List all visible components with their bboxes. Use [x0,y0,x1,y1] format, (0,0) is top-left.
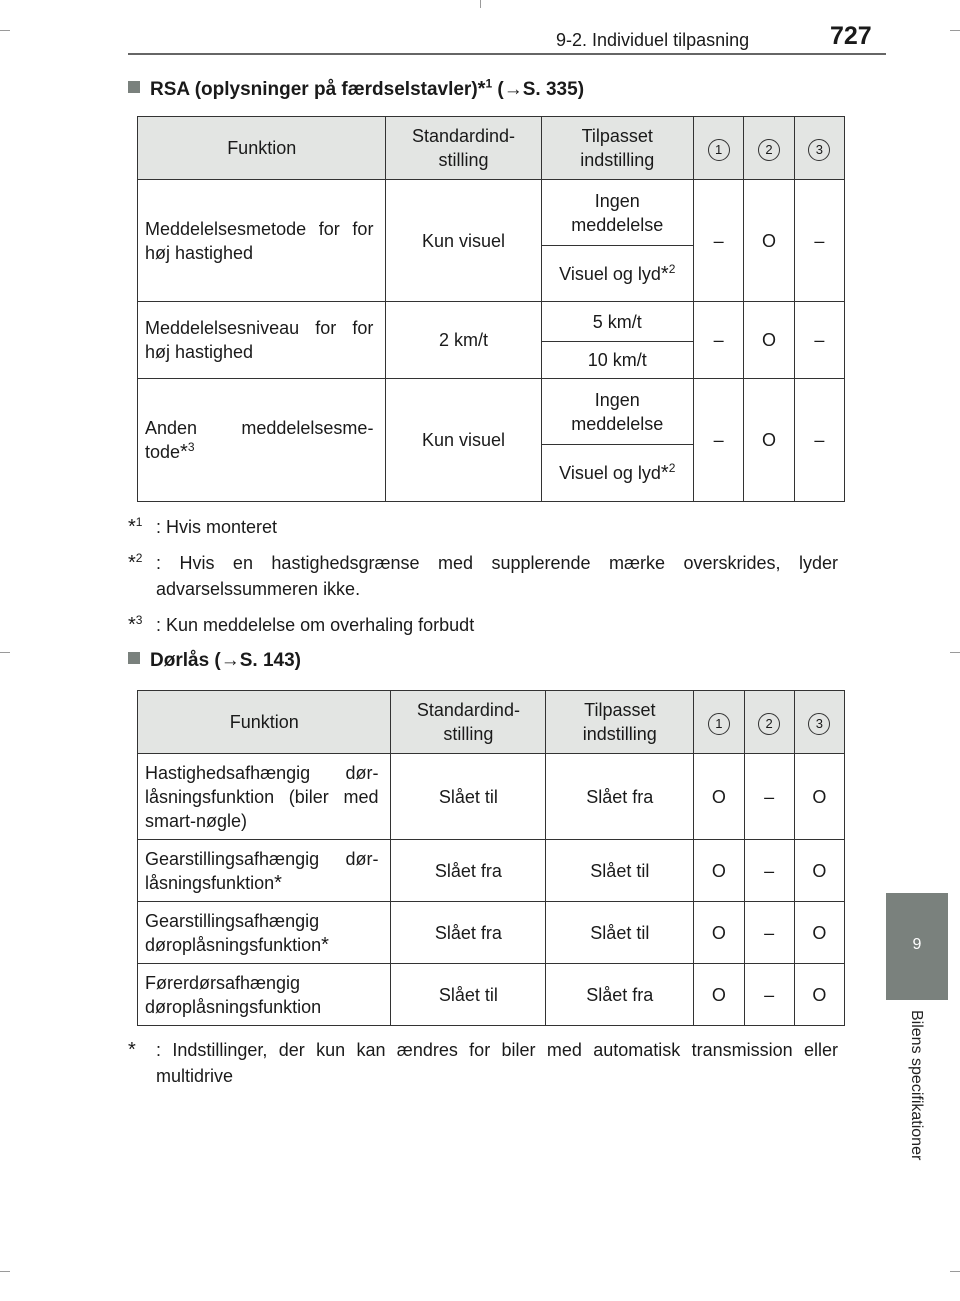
column-header: Funktion [138,691,391,754]
crop-mark [480,0,481,8]
option-cell [541,445,694,502]
mark-cell: O [744,180,794,302]
circled-number: 2 [758,139,780,161]
chapter-number: 9 [912,936,922,953]
crop-mark [0,1271,10,1272]
function-cell: Hastighedsafhængig dør-låsningsfunktion (biler med smart-nøgle) [138,754,391,840]
header-rule [128,53,886,55]
mark-cell: O [694,902,744,964]
mark-cell: O [794,964,844,1026]
mark-cell: O [694,840,744,902]
mark-cell: – [694,302,744,379]
column-header: Tilpasset indstilling [541,117,694,180]
mark-cell: O [744,379,794,502]
crop-mark [0,30,10,31]
table-header-row [138,117,845,180]
footnote-text: : Kun meddelelse om overhaling forbudt [156,615,475,635]
default-cell: 2 km/t [386,302,541,379]
option-text: Visuel og lyd [559,463,661,483]
column-header: Standardind-stilling [391,691,546,754]
function-text: Gearstillingsafhængig dør-låsningsfunktion [145,848,379,893]
crop-mark [950,30,960,31]
column-header: Funktion [138,117,386,180]
footnote-mark: * [477,78,486,100]
table-row [138,302,845,342]
footnote-mark: * [660,462,669,484]
option-cell: 10 km/t [541,342,694,379]
table-header-row [138,691,845,754]
footnote-marker: *$^3$ [128,613,143,636]
column-header [694,691,744,754]
mark-cell: O [794,902,844,964]
footnote [128,1037,838,1089]
function-cell: Meddelelsesmetode for for høj hastighed [138,180,386,302]
footnote-mark: * [180,441,188,463]
footnote-mark: * [274,871,282,894]
footnote-marker: *$^2$ [128,551,143,574]
default-cell: Slået fra [391,840,546,902]
crop-mark [950,1271,960,1272]
crop-mark [950,652,960,653]
circled-number: 1 [708,139,730,161]
table-row [138,964,845,1026]
default-cell: Kun visuel [386,379,541,502]
mark-cell: – [794,180,844,302]
table-row [138,379,845,445]
function-cell: Førerdørsafhængig døroplåsningsfunktion [138,964,391,1026]
mark-cell: – [744,964,794,1026]
column-header [794,691,844,754]
table-row [138,180,845,246]
mark-cell: O [694,754,744,840]
mark-cell: – [794,379,844,502]
column-header: Standardind-stilling [386,117,541,180]
option-cell [541,246,694,302]
function-cell [138,902,391,964]
mark-cell: – [794,302,844,379]
circled-number: 2 [758,713,780,735]
function-sup: 3 [187,440,195,454]
door-table [137,690,845,1026]
column-header [744,691,794,754]
default-cell: Kun visuel [386,180,541,302]
option-sup: 2 [668,261,676,276]
table-row [138,754,845,840]
chapter-label: Bilens specifikationer [908,1010,925,1161]
mark-cell: O [794,840,844,902]
default-cell: Slået fra [391,902,546,964]
table-row [138,840,845,902]
footnote-mark: * [660,262,669,285]
function-text: Anden meddelelsesme-tode [145,418,374,462]
footnote [128,550,838,602]
custom-cell: Slået fra [546,754,694,840]
footnote [128,514,838,540]
rsa-heading-ref: (→S. 335) [492,79,585,100]
bullet-square-icon [128,652,140,664]
option-cell: Ingen meddelelse [541,180,694,246]
mark-cell: – [744,840,794,902]
door-heading-ref: (→S. 143) [209,650,302,671]
column-header: Tilpasset indstilling [546,691,694,754]
footnote-text: : Indstillinger, der kun kan ændres for biler med automatisk transmission eller multidrive [156,1040,838,1086]
function-cell: Meddelelsesniveau for for høj hastighed [138,302,386,379]
default-cell: Slået til [391,754,546,840]
mark-cell: O [794,754,844,840]
section-title: 9-2. Individuel tilpasning [556,30,750,50]
option-cell: Ingen meddelelse [541,379,694,445]
page-number: 727 [830,22,872,50]
circled-number: 3 [808,713,830,735]
column-header [794,117,844,180]
footnote-marker: * [128,1039,136,1061]
footnote-mark: * [321,933,329,956]
circled-number: 1 [708,713,730,735]
rsa-table [137,116,845,502]
column-header [694,117,744,180]
column-header [744,117,794,180]
rsa-heading-sup: 1 [485,76,493,91]
circled-number: 3 [808,139,830,161]
footnote-text: : Hvis monteret [156,517,278,537]
rsa-heading-text: RSA (oplysninger på færdselstavler) [150,79,478,100]
option-sup: 2 [668,461,676,475]
footnote-marker: *$^1$ [128,515,143,538]
footnote-text: : Hvis en hastighedsgrænse med supplerende mærke overskrides, lyder advarselssummeren ikke. [156,553,838,599]
mark-cell: O [744,302,794,379]
table-row [138,902,845,964]
mark-cell: – [694,180,744,302]
custom-cell: Slået fra [546,964,694,1026]
door-heading [128,650,301,672]
function-cell [138,379,386,502]
function-text: Gearstillingsafhængig døroplåsningsfunktion [145,910,322,955]
function-cell [138,840,391,902]
bullet-square-icon [128,81,140,93]
mark-cell: – [744,902,794,964]
mark-cell: – [744,754,794,840]
crop-mark [0,652,10,653]
mark-cell: O [694,964,744,1026]
footnote [128,612,838,638]
option-text: Visuel og lyd [559,263,661,284]
rsa-heading [128,78,584,101]
option-cell: 5 km/t [541,302,694,342]
default-cell: Slået til [391,964,546,1026]
door-heading-text: Dørlås [150,650,210,671]
custom-cell: Slået til [546,840,694,902]
custom-cell: Slået til [546,902,694,964]
mark-cell: – [694,379,744,502]
